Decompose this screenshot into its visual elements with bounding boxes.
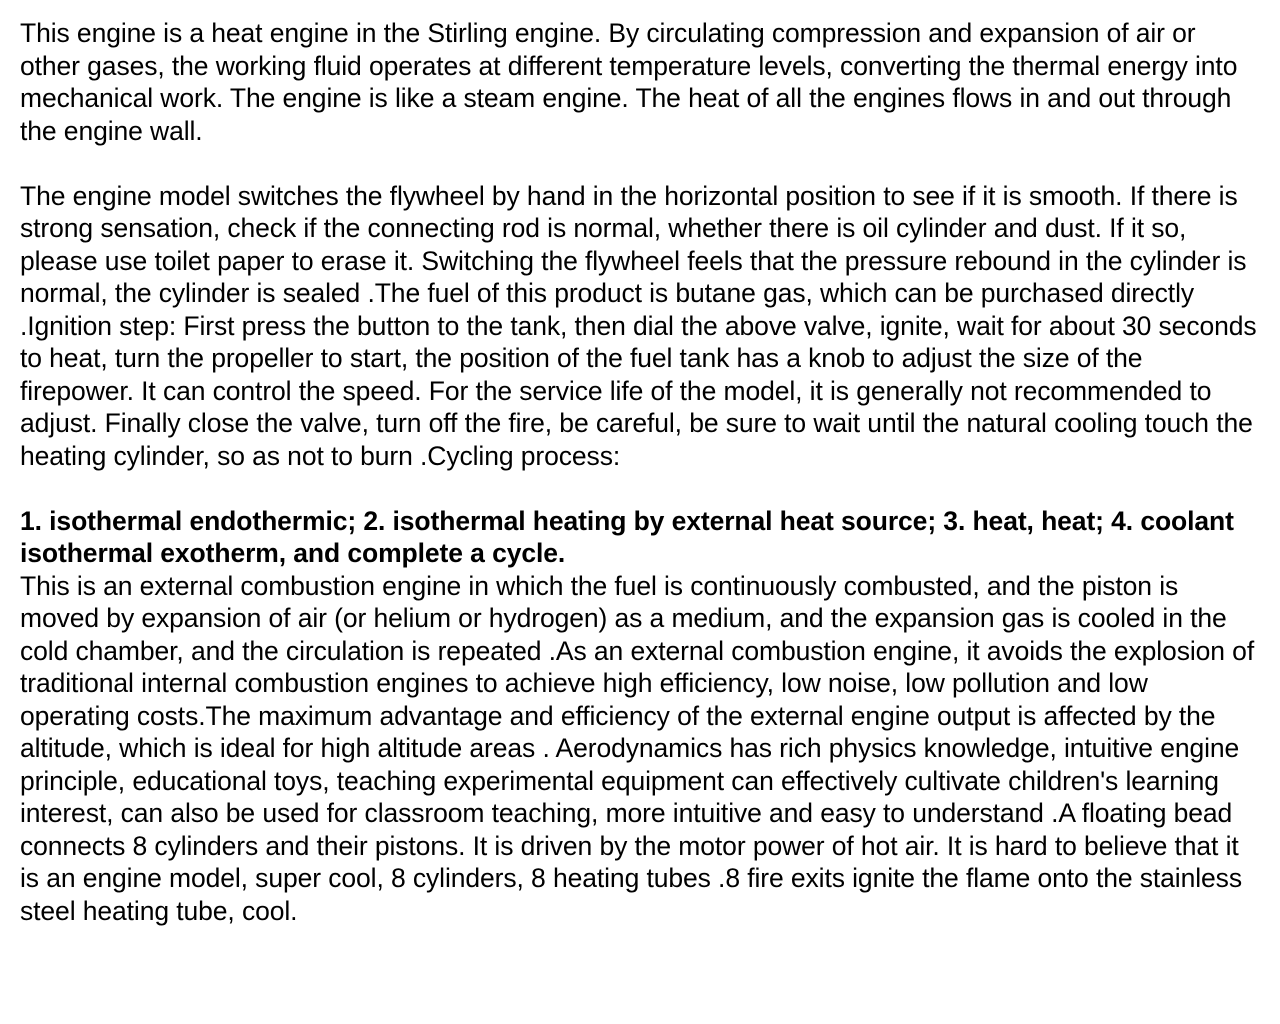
paragraph-intro: This engine is a heat engine in the Stirling engine. By circulating compression and expansion of air or other gases, the working fluid operates at different temperature levels, converting the thermal energy into mechanical work. The engine is like a steam engine. The heat of all the engines flows in and out through the engine wall. [20, 18, 1238, 146]
paragraph-cycle-steps: 1. isothermal endothermic; 2. isothermal heating by external heat source; 3. heat, heat; 4. coolant isothermal exotherm, and complete a cycle. [20, 505, 1234, 568]
paragraph-spacer [20, 472, 1260, 505]
document-body [20, 17, 1260, 927]
paragraph-spacer [20, 147, 1260, 180]
paragraph-instructions: The engine model switches the flywheel by hand in the horizontal position to see if it is smooth. If there is strong sensation, check if the connecting rod is normal, whether there is oil cylinder and dust. If it so, please use toilet paper to erase it. Switching the flywheel feels that the pressure rebound in the cylinder is normal, the cylinder is sealed .The fuel of this product is butane gas, which can be purchased directly .Ignition step: First press the button to the tank, then dial the above valve, ignite, wait for about 30 seconds to heat, turn the propeller to start, the position of the fuel tank has a knob to adjust the size of the firepower. It can control the speed. For the service life of the model, it is generally not recommended to adjust. Finally close the valve, turn off the fire, be careful, be sure to wait until the natural cooling touch the heating cylinder, so as not to burn .Cycling process: [20, 180, 1257, 471]
paragraph-description: This is an external combustion engine in which the fuel is continuously combusted, and the piston is moved by expansion of air (or helium or hydrogen) as a medium, and the expansion gas is cooled in the cold chamber, and the circulation is repeated .As an external combustion engine, it avoids the explosion of traditional internal combustion engines to achieve high efficiency, low noise, low pollution and low operating costs.The maximum advantage and efficiency of the external engine output is affected by the altitude, which is ideal for high altitude areas . Aerodynamics has rich physics knowledge, intuitive engine principle, educational toys, teaching experimental equipment can effectively cultivate children's learning interest, can also be used for classroom teaching, more intuitive and easy to understand .A floating bead connects 8 cylinders and their pistons. It is driven by the motor power of hot air. It is hard to believe that it is an engine model, super cool, 8 cylinders, 8 heating tubes .8 fire exits ignite the flame onto the stainless steel heating tube, cool. [20, 570, 1255, 926]
